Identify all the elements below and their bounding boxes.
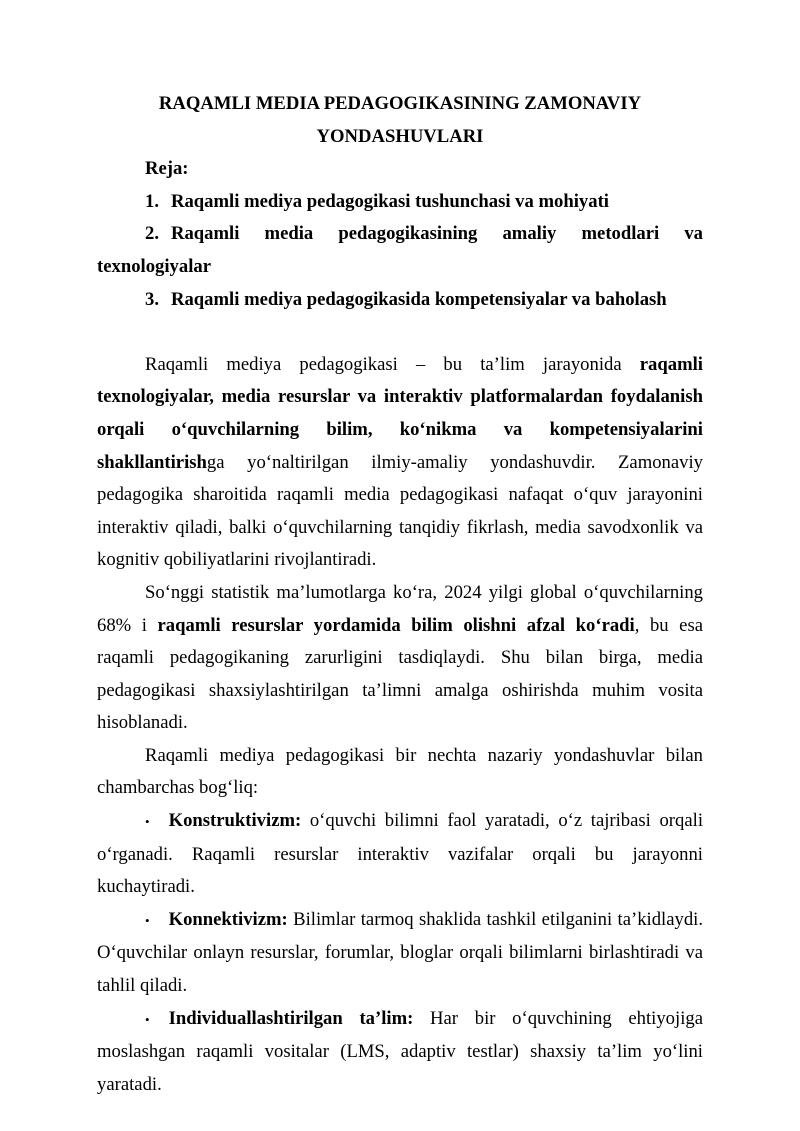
plan-item-number: 1. [145, 190, 159, 212]
text-run: oʻquvchi bilimni faol yaratadi, oʻz tajribasi orqali oʻrganadi. Raqamli resurslar interaktiv vazifalar orqali bu jarayonni kuchaytiradi. [97, 810, 703, 898]
plan-item-text: Raqamli mediya pedagogikasida kompetensiyalar va baholash [171, 288, 667, 310]
bold-text-run: raqamli resurslar yordamida bilim olishni afzal koʻradi [157, 614, 635, 636]
document-body [97, 349, 703, 1102]
plan-item [97, 218, 703, 283]
bullet-icon: • [145, 912, 150, 928]
bullet-item [97, 805, 703, 904]
plan-item-number: 3. [145, 288, 159, 310]
text-run: , bu esa raqamli pedagogikaning zarurligini tasdiqlaydi. Shu bilan birga, media pedagogikasi shaxsiylashtirilgan ta’limni amalga oshirishda muhim vosita hisoblanadi. [97, 614, 703, 734]
bold-text-run: Individuallashtirilgan ta’lim: [168, 1007, 414, 1029]
bold-text-run: raqamli texnologiyalar, media resurslar va interaktiv platformalardan foydalanish orqali oʻquvchilarning bilim, koʻnikma va kompetensiyalarini shakllantirish [97, 353, 703, 473]
text-run: Raqamli mediya pedagogikasi – bu ta’lim jarayonida [145, 353, 640, 375]
plan-item-text: Raqamli media pedagogikasining amaliy metodlari va texnologiyalar [97, 223, 703, 277]
text-run: Raqamli mediya pedagogikasi bir nechta nazariy yondashuvlar bilan chambarchas bogʻliq: [97, 744, 703, 799]
text-run: Bilimlar tarmoq shaklida tashkil etilganini ta’kidlaydi. Oʻquvchilar onlayn resurslar, forumlar, bloglar orqali bilimlarni birlashtiradi va tahlil qiladi. [97, 908, 703, 997]
text-run: Har bir oʻquvchining ehtiyojiga moslashgan raqamli vositalar (LMS, adaptiv testlar) shaxsiy ta’lim yoʻlini yaratadi. [97, 1007, 703, 1095]
bullet-icon: • [145, 814, 150, 830]
title-line-1: RAQAMLI MEDIA PEDAGOGIKASINING ZAMONAVIY [158, 93, 642, 114]
body-paragraph [97, 349, 703, 577]
text-run: Soʻnggi statistik ma’lumotlarga koʻra, 2024 yilgi global oʻquvchilarning 68% i [97, 581, 703, 636]
body-paragraph [97, 577, 703, 740]
plan-item [97, 186, 703, 219]
bullet-item [97, 904, 703, 1003]
plan-item [97, 284, 703, 317]
plan-item-number: 2. [145, 223, 159, 245]
bold-text-run: Konstruktivizm: [168, 810, 302, 832]
body-paragraph [97, 740, 703, 805]
bold-text-run: Konnektivizm: [168, 908, 288, 930]
text-run: ga yoʻnaltirilgan ilmiy-amaliy yondashuvdir. Zamonaviy pedagogika sharoitida raqamli media pedagogikasi nafaqat oʻquv jarayonini interaktiv qiladi, balki oʻquvchilarning tanqidiy fikrlash, media savodxonlik va kognitiv qobiliyatlarini rivojlantiradi. [97, 451, 703, 571]
plan-item-text: Raqamli mediya pedagogikasi tushunchasi va mohiyati [171, 190, 609, 212]
plan-label: Reja: [145, 158, 189, 180]
plan-list [97, 186, 703, 316]
bullet-item [97, 1003, 703, 1102]
document-title [97, 88, 703, 153]
bullet-icon: • [145, 1011, 150, 1027]
title-line-2: YONDASHUVLARI [316, 125, 484, 147]
